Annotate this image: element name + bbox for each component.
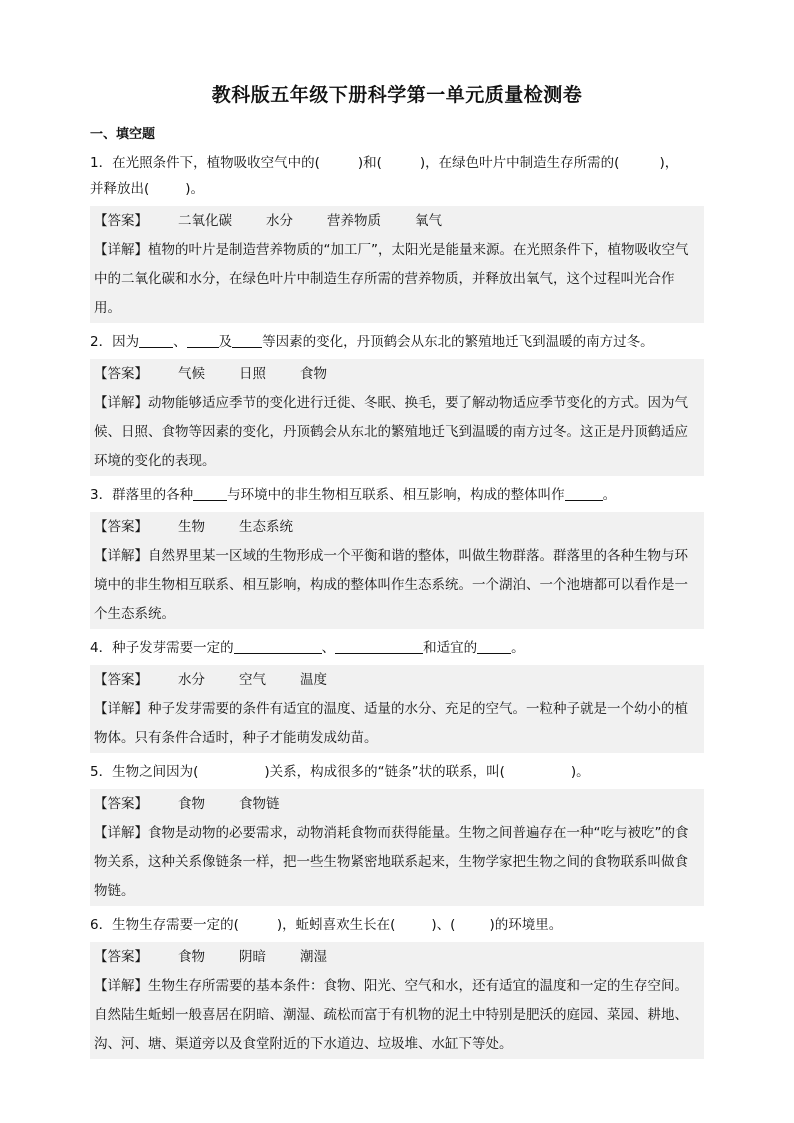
- question-2: 2．因为 、 及 等因素的变化，丹顶鹤会从东北的繁殖地迁飞到温暖的南方过冬。: [90, 334, 654, 350]
- answer-line: 【答案】 水分 空气 温度: [94, 672, 327, 688]
- answer-block-3: [90, 512, 704, 629]
- detail-text: 【详解】食物是动物的必要需求，动物消耗食物而获得能量。生物之间普遍存在一种“吃与被吃”的食物关系，这种关系像链条一样，把一些生物紧密地联系起来，生物学家把生物之间的食物联系叫做食物链。: [94, 825, 689, 899]
- answer-line: 【答案】 生物 生态系统: [94, 519, 293, 535]
- document-page: [90, 80, 704, 1063]
- question-5: 5．生物之间因为( )关系，构成很多的“链条”状的联系，叫( )。: [90, 764, 590, 780]
- question-3: 3．群落里的各种 与环境中的非生物相互联系、相互影响，构成的整体叫作 。: [90, 487, 617, 503]
- question-4: 4．种子发芽需要一定的 、 和适宜的 。: [90, 640, 525, 656]
- detail-text: 【详解】自然界里某一区域的生物形成一个平衡和谐的整体，叫做生物群落。群落里的各种生物与环境中的非生物相互联系、相互影响，构成的整体叫作生态系统。一个湖泊、一个池塘都可以看作是一个生态系统。: [94, 548, 688, 622]
- question-1: 1．在光照条件下，植物吸收空气中的( )和( )，在绿色叶片中制造生存所需的( )， 并释放出( )。: [90, 155, 679, 197]
- answer-line: 【答案】 二氧化碳 水分 营养物质 氧气: [94, 213, 442, 229]
- detail-text: 【详解】植物的叶片是制造营养物质的“加工厂”，太阳光是能量来源。在光照条件下，植物吸收空气中的二氧化碳和水分，在绿色叶片中制造生存所需的营养物质，并释放出氧气，这个过程叫光合作用。: [94, 242, 689, 316]
- section-heading: 一、填空题: [90, 127, 156, 142]
- detail-text: 【详解】动物能够适应季节的变化进行迁徙、冬眠、换毛，要了解动物适应季节变化的方式。因为气候、日照、食物等因素的变化，丹顶鹤会从东北的繁殖地迁飞到温暖的南方过冬。这正是丹顶鹤适应环境的变化的表现。: [94, 395, 688, 469]
- answer-line: 【答案】 食物 食物链: [94, 796, 280, 812]
- answer-block-5: [90, 789, 704, 906]
- answer-block-4: [90, 665, 704, 753]
- answer-block-6: [90, 942, 704, 1059]
- document-title: 教科版五年级下册科学第一单元质量检测卷: [211, 84, 583, 106]
- answer-block-1: [90, 206, 704, 323]
- question-6: 6．生物生存需要一定的( )，蚯蚓喜欢生长在( )、( )的环境里。: [90, 917, 563, 933]
- answer-line: 【答案】 气候 日照 食物: [94, 366, 327, 382]
- answer-line: 【答案】 食物 阴暗 潮湿: [94, 949, 327, 965]
- detail-text: 【详解】种子发芽需要的条件有适宜的温度、适量的水分、充足的空气。一粒种子就是一个幼小的植物体。只有条件合适时，种子才能萌发成幼苗。: [94, 701, 688, 746]
- detail-text: 【详解】生物生存所需要的基本条件：食物、阳光、空气和水，还有适宜的温度和一定的生存空间。自然陆生蚯蚓一般喜居在阴暗、潮湿、疏松而富于有机物的泥土中特别是肥沃的庭园、菜园、耕地、沟、河、塘、渠道旁以及食堂附近的下水道边、垃圾堆、水缸下等处。: [94, 978, 688, 1052]
- answer-block-2: [90, 359, 704, 476]
